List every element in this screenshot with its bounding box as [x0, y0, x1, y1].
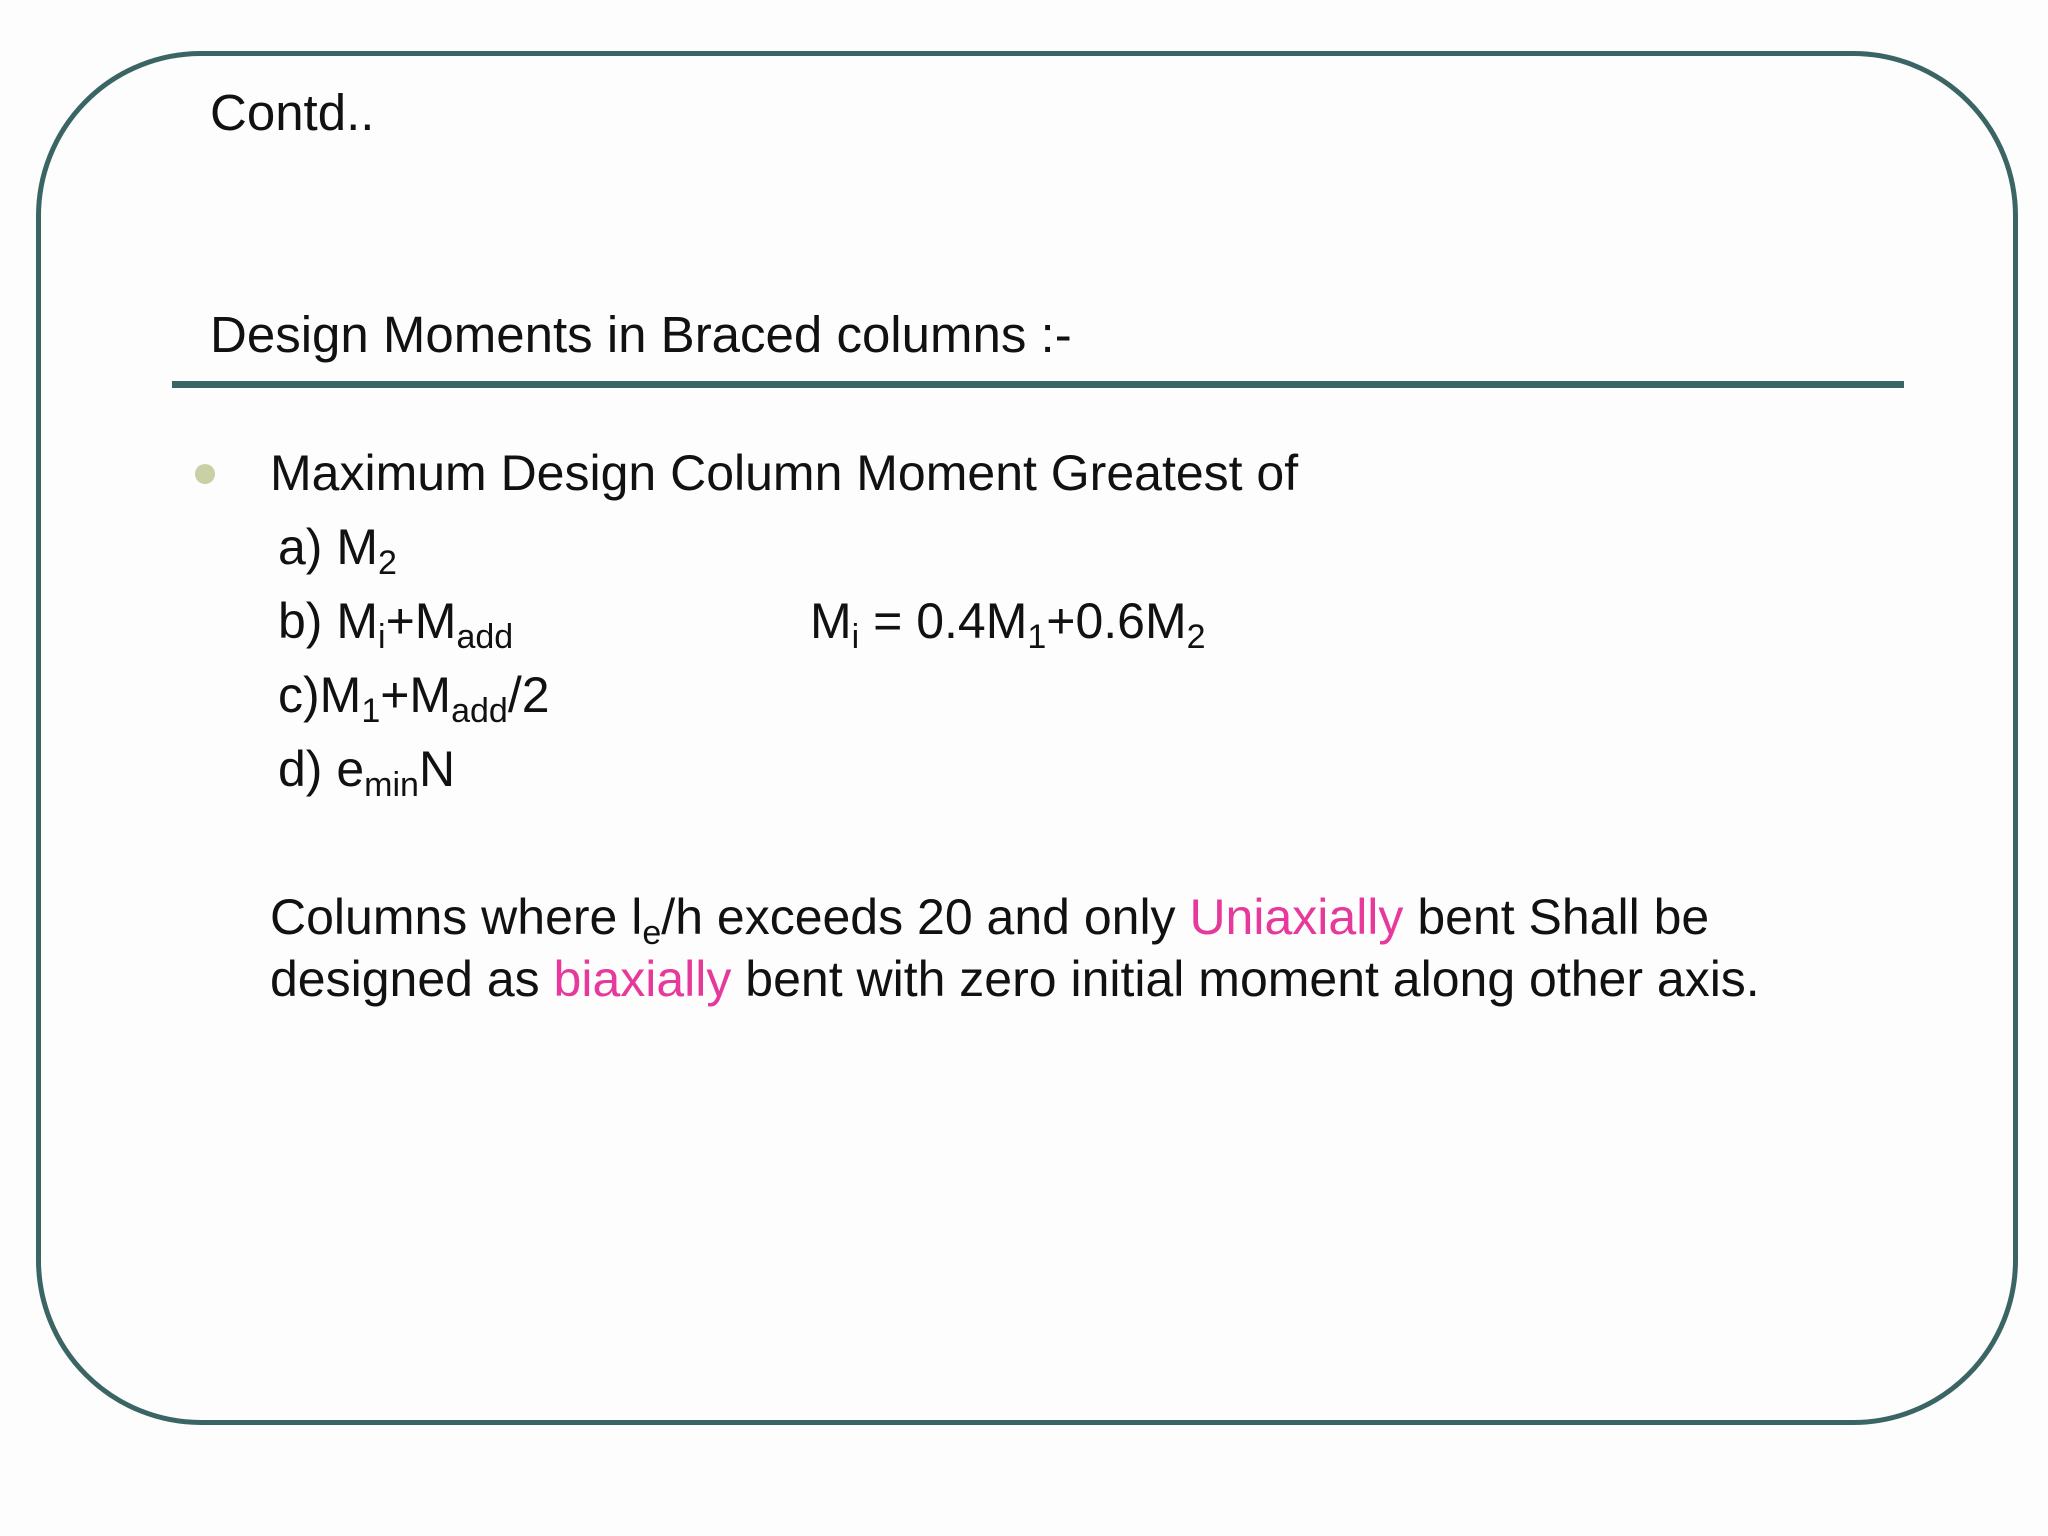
bullet-text: Maximum Design Column Moment Greatest of	[270, 445, 1299, 501]
item-c-plus: +M	[380, 667, 452, 723]
item-b-subscript-1: i	[378, 618, 386, 657]
formula-mid: = 0.4M	[859, 593, 1028, 649]
item-c-tail: /2	[507, 667, 550, 723]
formula-mid-subscript: 1	[1027, 618, 1047, 657]
highlight-biaxially: biaxially	[553, 951, 732, 1007]
item-d-tail: N	[418, 741, 456, 797]
item-b-base: M	[336, 593, 379, 649]
item-c-subscript-1: 1	[361, 692, 381, 731]
formula-rhs-subscript: 2	[1186, 618, 1206, 657]
slide-title: Contd..	[210, 84, 375, 141]
formula-lhs: M	[810, 593, 852, 649]
list-item-b	[278, 593, 514, 657]
moment-formula	[810, 593, 1206, 657]
para-2-start: designed as	[270, 951, 554, 1007]
item-c-label: c)M	[278, 667, 362, 723]
dot-bullet-icon	[195, 464, 215, 484]
item-a-subscript: 2	[378, 544, 397, 583]
paragraph-line-2	[270, 951, 1760, 1007]
paragraph-line-1	[270, 889, 1710, 953]
item-c-subscript-2: add	[451, 692, 508, 731]
para-2-end: bent with zero initial moment along other axis.	[731, 951, 1760, 1007]
list-item-c	[278, 667, 550, 731]
list-item-a	[278, 519, 397, 583]
item-d-subscript: min	[364, 766, 419, 805]
formula-rhs: +0.6M	[1046, 593, 1187, 649]
item-a-label: a)	[278, 519, 337, 575]
section-heading: Design Moments in Braced columns :-	[210, 306, 1072, 363]
item-b-subscript-2: add	[456, 618, 514, 657]
para-1-end: bent Shall be	[1403, 889, 1710, 945]
para-1-mid: /h exceeds 20 and only	[661, 889, 1190, 945]
item-b-plus: +M	[385, 593, 457, 649]
item-a-base: M	[336, 519, 379, 575]
item-b-label: b)	[278, 593, 337, 649]
heading-underline	[172, 381, 1904, 388]
para-1-subscript: e	[642, 914, 662, 953]
item-d-label: d) e	[278, 741, 365, 797]
formula-lhs-subscript: i	[851, 618, 860, 657]
slide-frame	[36, 51, 2018, 1425]
highlight-uniaxially: Uniaxially	[1189, 889, 1404, 945]
list-item-d	[278, 741, 456, 805]
para-1-start: Columns where l	[270, 889, 643, 945]
